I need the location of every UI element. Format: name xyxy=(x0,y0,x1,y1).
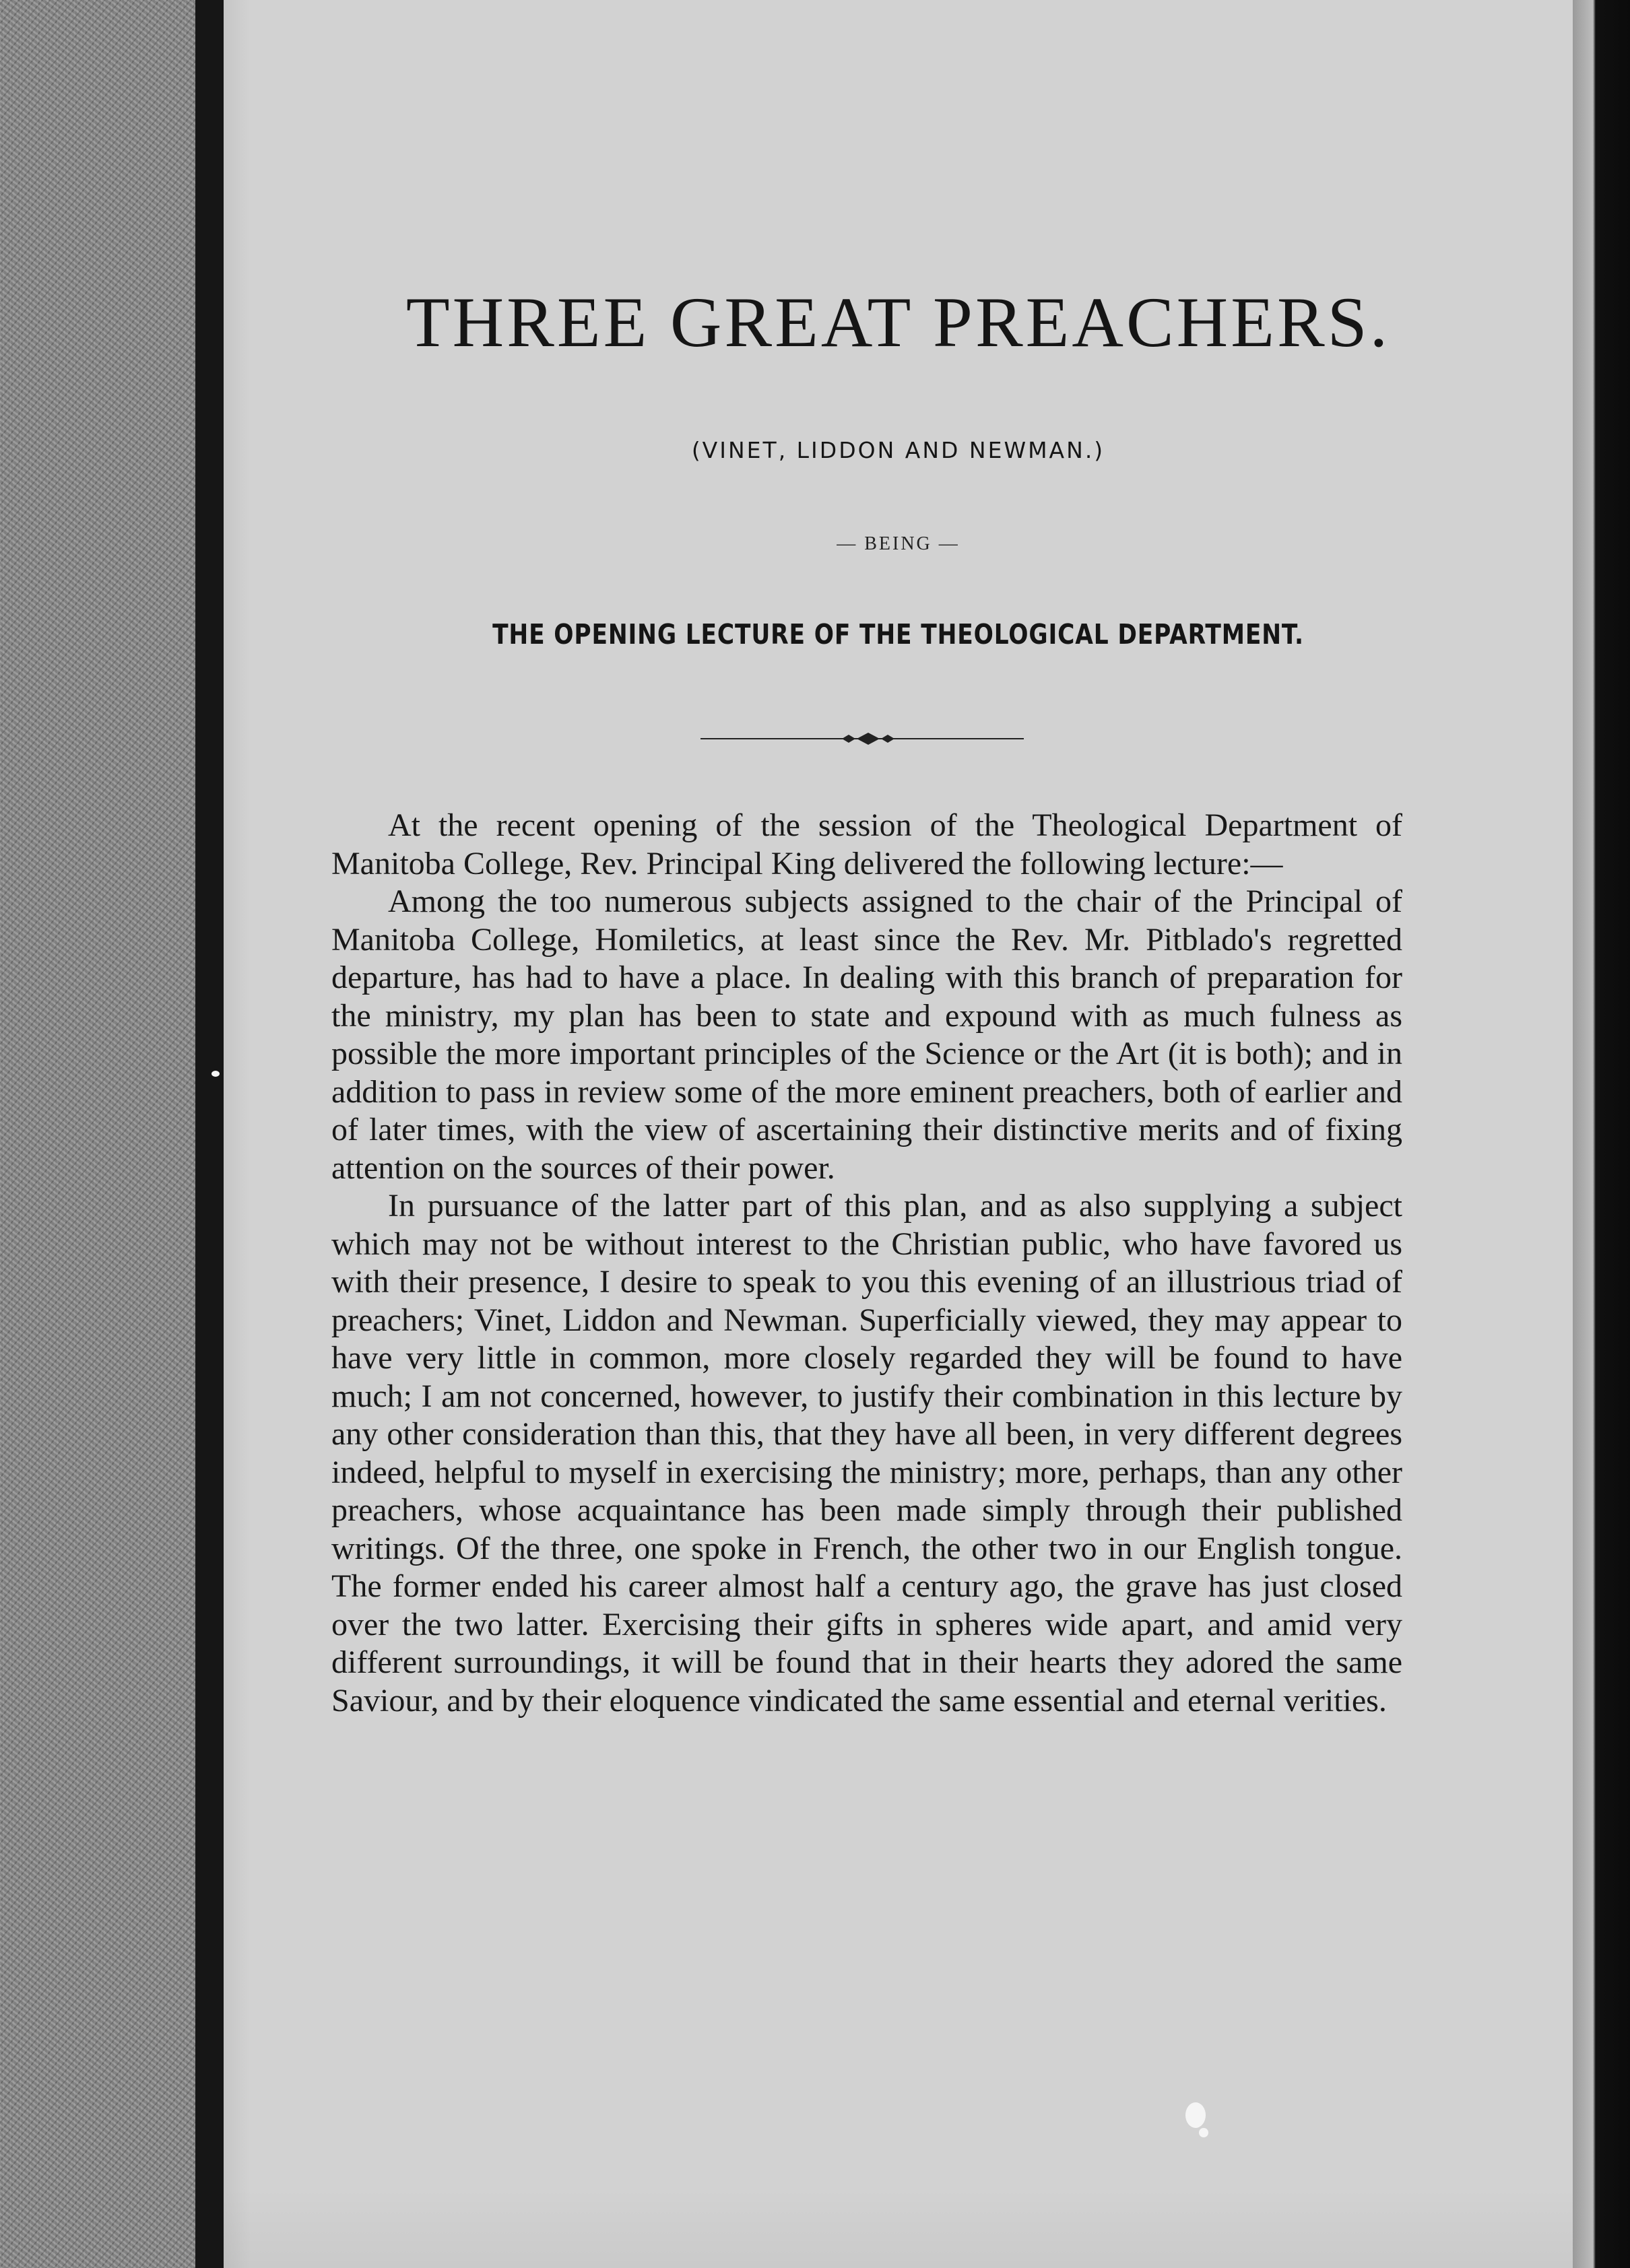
paper-speck xyxy=(1185,2102,1206,2128)
being-label: — BEING — xyxy=(837,533,960,554)
book-spine xyxy=(195,0,224,2268)
paper-speck xyxy=(1199,2128,1208,2137)
page-right-edge xyxy=(1573,0,1630,2268)
ornament-divider-icon xyxy=(700,729,1024,749)
lecture-body xyxy=(331,807,1402,1720)
paragraph-3: In pursuance of the latter part of this plan, and as also supplying a subject which may not be without interest to the Christian public, who have favored us with their presence, I desire to speak to you this evening of an illustrious triad of preachers; Vinet, Liddon and Newman. Superficially viewed, they may appear to have very little in common, more closely regarded they will be found to have much; I am not concerned, however, to justify their combination in this lecture by any other consideration than this, that they have all been, in very different degrees indeed, helpful to myself in exercising the ministry; more, perhaps, than any other preachers, whose acquaintance has been made simply through their published writings. Of the three, one spoke in French, the other two in our English tongue. The former ended his career almost half a century ago, the grave has just closed over the two latter. Exercising their gifts in spheres wide apart, and amid very different surroundings, it will be found that in their hearts they adored the same Saviour, and by their eloquence vindicated the same essential and eternal verities. xyxy=(331,1188,1402,1719)
paper-speck xyxy=(211,1071,220,1077)
book-cover-edge xyxy=(0,0,195,2268)
document-title: THREE GREAT PREACHERS. xyxy=(405,283,1391,362)
lecture-heading: THE OPENING LECTURE OF THE THEOLOGICAL DEPARTMENT. xyxy=(492,618,1304,651)
paragraph-2: Among the too numerous subjects assigned to the chair of the Principal of Manitoba College, Homiletics, at least since the Rev. Mr. Pitblado's regretted departure, has had to have a place. In dealing with this branch of preparation for the ministry, my plan has been to state and expound with as much fulness as possible the more important principles of the Science or the Art (it is both); and in addition to pass in review some of the more eminent preachers, both of earlier and of later times, with the view of ascertaining their distinctive merits and of fixing attention on the sources of their power. xyxy=(331,883,1402,1186)
document-subtitle: (VINET, LIDDON AND NEWMAN.) xyxy=(691,437,1105,463)
paragraph-1: At the recent opening of the session of the Theological Department of Manitoba College, Rev. Principal King delivered the following lecture:— xyxy=(331,807,1402,881)
